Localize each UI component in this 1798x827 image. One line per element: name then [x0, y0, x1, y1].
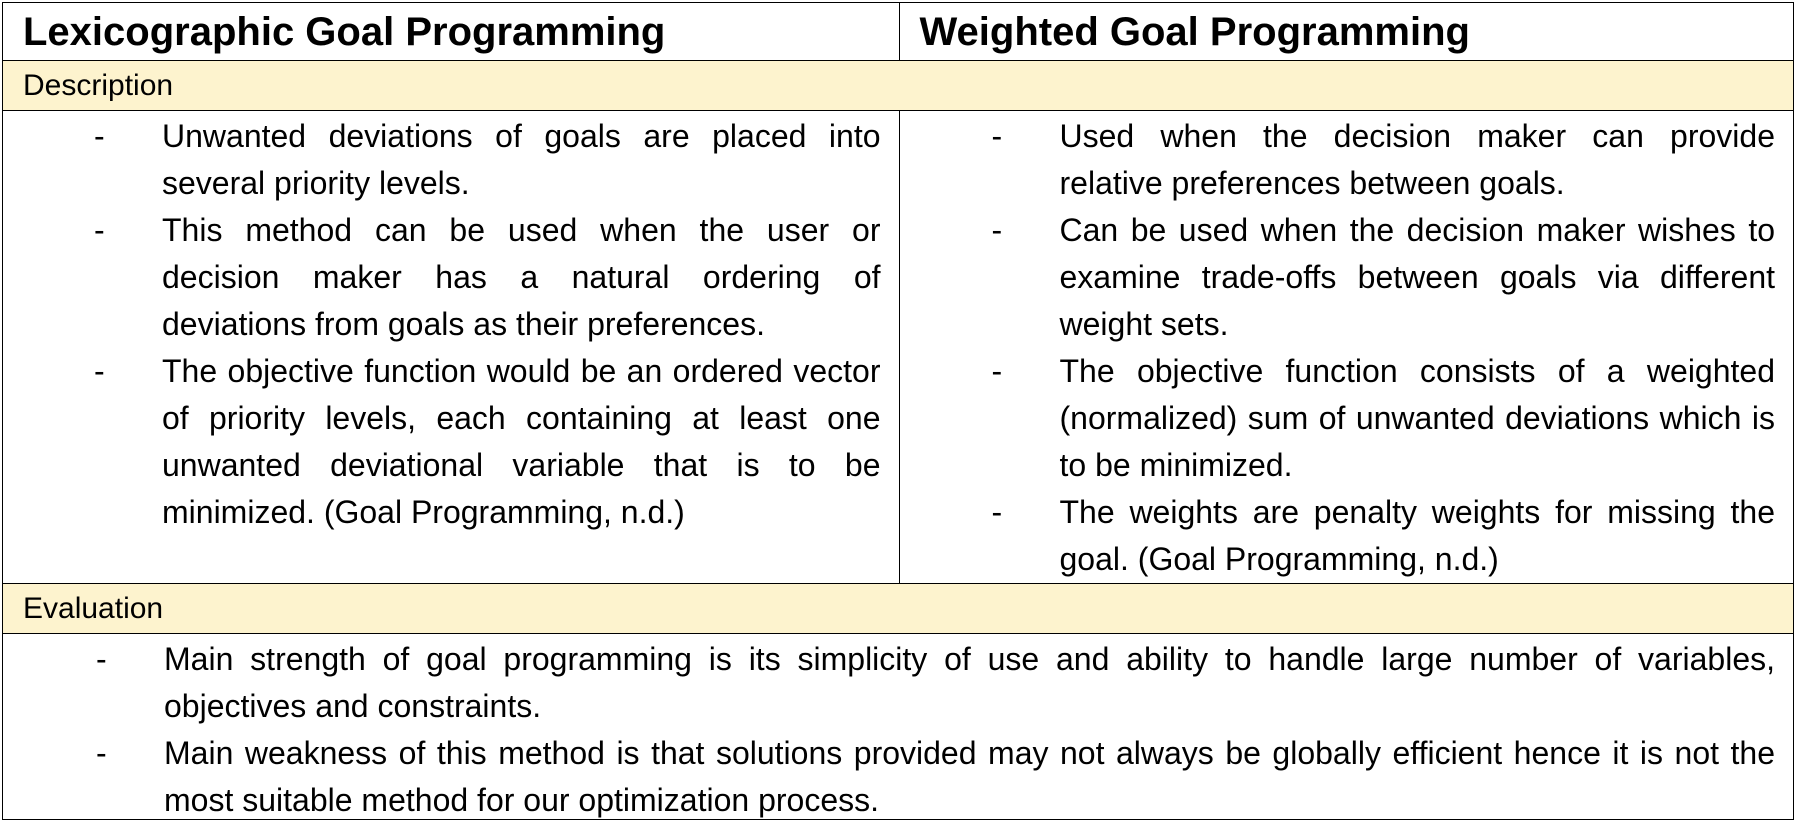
bullet-dash: - — [96, 641, 107, 677]
list-item — [96, 730, 1775, 824]
list-item-text: This method can be used when the user or decision maker has a natural ordering of deviations from goals as their preferences. — [162, 212, 881, 342]
list-item — [94, 348, 881, 536]
evaluation-label: Evaluation — [3, 584, 1794, 633]
list-item-text: Used when the decision maker can provide relative preferences between goals. — [1059, 118, 1775, 201]
list-item — [991, 489, 1776, 583]
list-item — [94, 207, 881, 348]
comparison-table — [2, 2, 1794, 820]
list-item — [94, 113, 881, 207]
header-row — [3, 3, 1794, 61]
header-lexicographic: Lexicographic Goal Programming — [3, 3, 900, 60]
evaluation-list — [3, 634, 1793, 824]
description-section-row — [3, 61, 1794, 111]
list-item-text: The objective function consists of a weighted (normalized) sum of unwanted deviations which is to be minimized. — [1059, 353, 1775, 483]
list-item-text: The weights are penalty weights for missing the goal. (Goal Programming, n.d.) — [1059, 494, 1775, 577]
list-item-text: Main weakness of this method is that solutions provided may not always be globally efficient hence it is not the most suitable method for our optimization process. — [164, 735, 1775, 818]
list-item — [991, 113, 1776, 207]
list-item — [991, 207, 1776, 348]
evaluation-section-row — [3, 584, 1794, 634]
list-item — [96, 636, 1775, 730]
description-weighted-cell — [900, 111, 1795, 583]
description-label: Description — [3, 61, 1794, 110]
list-item-text: Can be used when the decision maker wishes to examine trade-offs between goals via different weight sets. — [1059, 212, 1775, 342]
list-item-text: Unwanted deviations of goals are placed into several priority levels. — [162, 118, 881, 201]
description-row — [3, 111, 1794, 584]
description-lexicographic-list — [3, 111, 899, 536]
description-weighted-list — [900, 111, 1794, 583]
bullet-dash: - — [991, 494, 1003, 530]
description-lexicographic-cell — [3, 111, 900, 583]
bullet-dash: - — [94, 212, 105, 248]
list-item-text: The objective function would be an ordered vector of priority levels, each containing at least one unwanted deviational variable that is to be minimized. (Goal Programming, n.d.) — [162, 353, 881, 530]
list-item-text: Main strength of goal programming is its simplicity of use and ability to handle large number of variables, objectives and constraints. — [164, 641, 1775, 724]
header-weighted: Weighted Goal Programming — [900, 3, 1795, 60]
list-item — [991, 348, 1776, 489]
bullet-dash: - — [991, 212, 1003, 248]
evaluation-cell — [3, 634, 1794, 819]
bullet-dash: - — [991, 353, 1003, 389]
evaluation-row — [3, 634, 1794, 820]
bullet-dash: - — [94, 353, 105, 389]
bullet-dash: - — [94, 118, 105, 154]
bullet-dash: - — [991, 118, 1003, 154]
bullet-dash: - — [96, 735, 107, 771]
